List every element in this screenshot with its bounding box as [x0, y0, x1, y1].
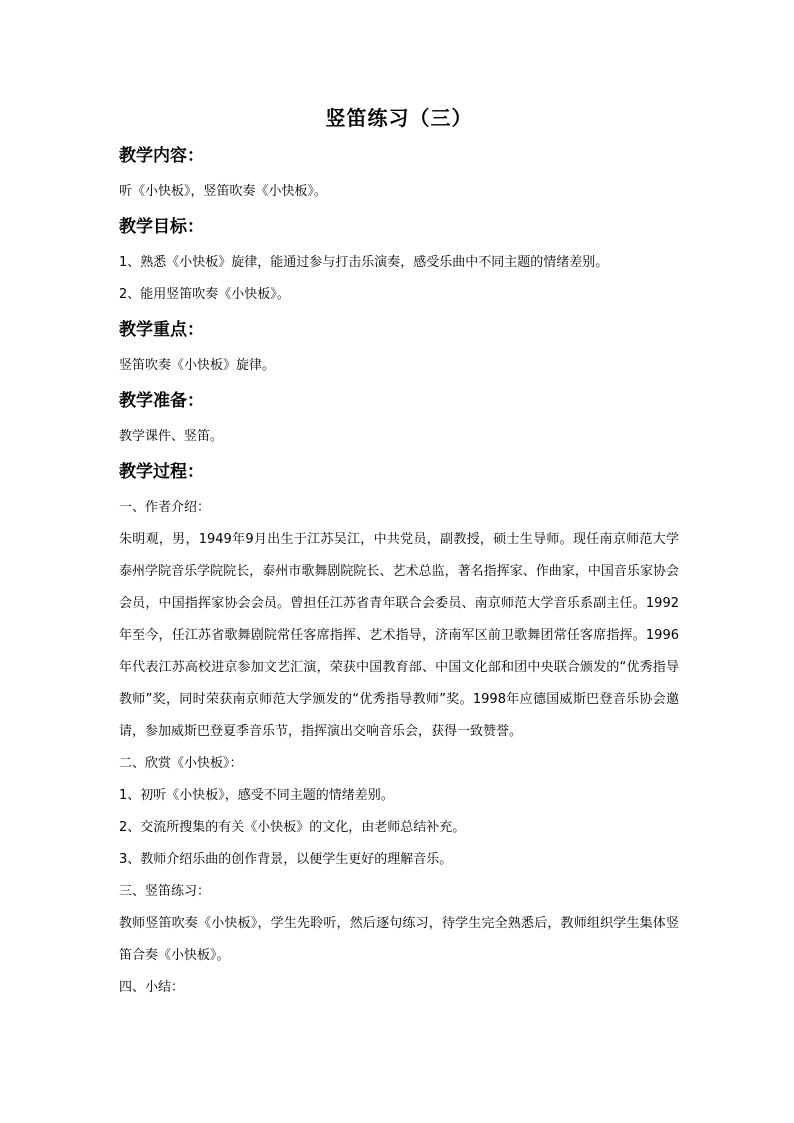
process-part1-title: 一、作者介绍： [119, 500, 211, 515]
section-heading-content: 教学内容： [119, 146, 204, 166]
process-part4-title: 四、小结： [119, 980, 185, 995]
appreciation-item: 2、交流所搜集的有关《小快板》的文化，由老师总结补充。 [119, 820, 466, 835]
appreciation-item: 3、教师介绍乐曲的创作背景，以便学生更好的理解音乐。 [119, 852, 453, 867]
goal-item: 2、能用竖笛吹奏《小快板》。 [119, 287, 290, 302]
section-heading-goals: 教学目标： [119, 217, 204, 237]
section-heading-process: 教学过程： [119, 462, 204, 482]
document-title: 竖笛练习（三） [325, 106, 473, 130]
process-part3-title: 三、竖笛练习： [119, 884, 211, 899]
prep-text: 教学课件、竖笛。 [119, 429, 224, 444]
document-page [119, 104, 679, 1004]
goal-item: 1、熟悉《小快板》旋律，能通过参与打击乐演奏，感受乐曲中不同主题的情绪差别。 [119, 255, 609, 270]
focus-text: 竖笛吹奏《小快板》旋律。 [119, 358, 276, 373]
appreciation-item: 1、初听《小快板》，感受不同主题的情绪差别。 [119, 788, 394, 803]
content-text: 听《小快板》，竖笛吹奏《小快板》。 [119, 184, 328, 199]
section-heading-focus: 教学重点： [119, 320, 204, 340]
author-bio: 朱明观，男，1949年9月出生于江苏吴江，中共党员，副教授，硕士生导师。现任南京师范大学泰州学院音乐学院院长，泰州市歌舞剧院院长、艺术总监，著名指挥家、作曲家，中国音乐家协会会员，中国指挥家协会会员。曾担任江苏省青年联合会委员、南京师范大学音乐系副主任。1992年至今，任江苏省歌舞剧院常任客席指挥、艺术指导，济南军区前卫歌舞团常任客席指挥。1996年代表江苏高校进京参加文艺汇演，荣获中国教育部、中国文化部和团中央联合颁发的“优秀指导教师”奖，同时荣获南京师范大学颁发的“优秀指导教师”奖。1998年应德国威斯巴登音乐协会邀请，参加威斯巴登夏季音乐节，指挥演出交响音乐会，获得一致赞誉。 [119, 532, 679, 739]
section-heading-prep: 教学准备： [119, 391, 204, 411]
process-part2-title: 二、欣赏《小快板》： [119, 756, 243, 771]
practice-text: 教师竖笛吹奏《小快板》，学生先聆听，然后逐句练习，待学生完全熟悉后，教师组织学生集体竖笛合奏《小快板》。 [119, 916, 679, 963]
